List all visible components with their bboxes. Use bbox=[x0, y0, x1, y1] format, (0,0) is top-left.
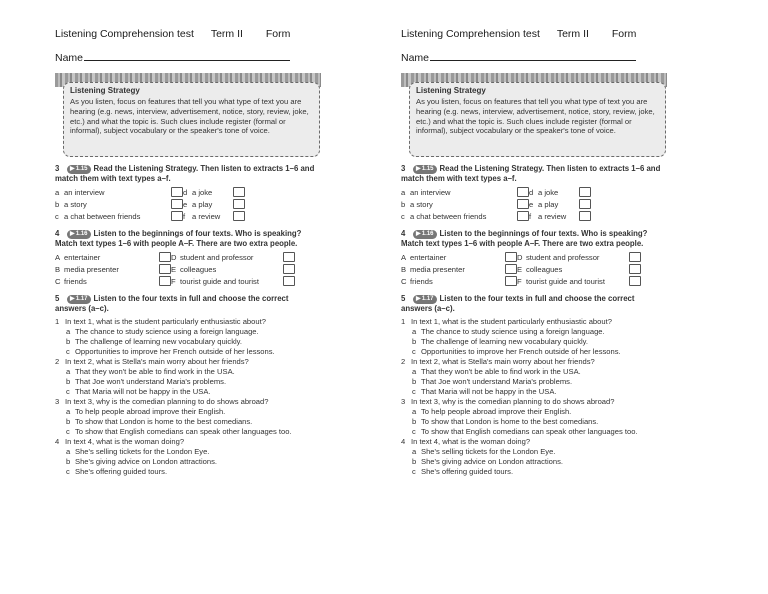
exercise-4 bbox=[55, 229, 321, 287]
exercise-4 bbox=[401, 229, 667, 287]
answer-box[interactable] bbox=[505, 276, 517, 286]
exercise-5-instruction: 5 ▶ 1.17 Listen to the four texts in full and choose the correct answers (a–c). bbox=[401, 293, 635, 313]
answer-box[interactable] bbox=[579, 199, 591, 209]
audio-track-badge: ▶ 1.17 bbox=[413, 295, 437, 304]
audio-track-badge: ▶ 1.15 bbox=[67, 165, 91, 174]
term-label: Term II bbox=[210, 28, 243, 40]
form-label: Form bbox=[265, 28, 291, 40]
name-row bbox=[401, 51, 636, 64]
answer-box[interactable] bbox=[283, 264, 295, 274]
answer-option[interactable]: c She's offering guided tours. bbox=[412, 467, 514, 477]
question: 2 In text 2, what is Stella's main worry about her friends? bbox=[401, 356, 595, 366]
answer-option[interactable]: c That Maria will not be happy in the USA. bbox=[412, 387, 557, 397]
match-item: F tourist guide and tourist bbox=[517, 276, 641, 287]
answer-box[interactable] bbox=[517, 211, 529, 221]
exercise-4-instruction: 4 ▶ 1.16 Listen to the beginnings of four texts. Who is speaking? Match text types 1–6 with people A–F. There are two extra people. bbox=[401, 228, 648, 248]
answer-box[interactable] bbox=[233, 211, 245, 221]
answer-box[interactable] bbox=[283, 252, 295, 262]
answer-option[interactable]: b To show that London is home to the best comedians. bbox=[412, 417, 599, 427]
answer-option[interactable]: a She's selling tickets for the London Eye. bbox=[412, 447, 556, 457]
answer-box[interactable] bbox=[171, 187, 183, 197]
strategy-title: Listening Strategy bbox=[416, 86, 486, 95]
exercise-5 bbox=[55, 294, 321, 477]
exercise-5-questions bbox=[55, 317, 321, 477]
name-label: Name bbox=[401, 52, 430, 64]
answer-option[interactable]: b The challenge of learning new vocabulary quickly. bbox=[412, 336, 589, 346]
exercise-3-grid bbox=[401, 187, 667, 222]
answer-option[interactable]: c To show that English comedians can speak other languages too. bbox=[412, 427, 638, 437]
audio-track-badge: ▶ 1.16 bbox=[413, 230, 437, 239]
match-item: f a review bbox=[183, 211, 245, 222]
answer-option[interactable]: c Opportunities to improve her French outside of her lessons. bbox=[412, 346, 621, 356]
strategy-panel bbox=[401, 73, 667, 157]
question: 3 In text 3, why is the comedian planning to do shows abroad? bbox=[401, 397, 615, 407]
answer-option[interactable]: a To help people abroad improve their English. bbox=[66, 407, 226, 417]
exercise-3 bbox=[55, 164, 321, 222]
answer-box[interactable] bbox=[159, 252, 171, 262]
strategy-box bbox=[409, 82, 666, 157]
answer-box[interactable] bbox=[159, 264, 171, 274]
question: 3 In text 3, why is the comedian planning to do shows abroad? bbox=[55, 397, 269, 407]
answer-option[interactable]: b She's giving advice on London attractions. bbox=[412, 457, 564, 467]
scanned-exercise bbox=[401, 73, 667, 477]
question: 1 In text 1, what is the student particularly enthusiastic about? bbox=[55, 316, 266, 326]
scanned-exercise bbox=[55, 73, 321, 477]
question: 1 In text 1, what is the student particularly enthusiastic about? bbox=[401, 316, 612, 326]
answer-box[interactable] bbox=[171, 211, 183, 221]
answer-option[interactable]: c Opportunities to improve her French outside of her lessons. bbox=[66, 346, 275, 356]
strategy-panel bbox=[55, 73, 321, 157]
audio-track-badge: ▶ 1.15 bbox=[413, 165, 437, 174]
answer-option[interactable]: c That Maria will not be happy in the USA. bbox=[66, 387, 211, 397]
exercise-4-instruction: 4 ▶ 1.16 Listen to the beginnings of four texts. Who is speaking? Match text types 1–6 with people A–F. There are two extra people. bbox=[55, 228, 302, 248]
test-header bbox=[401, 28, 636, 40]
strategy-title: Listening Strategy bbox=[70, 86, 140, 95]
audio-track-badge: ▶ 1.16 bbox=[67, 230, 91, 239]
answer-box[interactable] bbox=[505, 264, 517, 274]
match-item: C friends bbox=[55, 276, 171, 287]
exercise-3-grid bbox=[55, 187, 321, 222]
answer-box[interactable] bbox=[629, 264, 641, 274]
match-item: F tourist guide and tourist bbox=[171, 276, 295, 287]
answer-box[interactable] bbox=[505, 252, 517, 262]
term-label: Term II bbox=[556, 28, 589, 40]
match-item: b a story bbox=[55, 199, 183, 210]
audio-track-badge: ▶ 1.17 bbox=[67, 295, 91, 304]
answer-box[interactable] bbox=[579, 211, 591, 221]
answer-box[interactable] bbox=[171, 199, 183, 209]
answer-option[interactable]: a The chance to study science using a foreign language. bbox=[66, 326, 259, 336]
name-line[interactable] bbox=[84, 51, 290, 61]
answer-box[interactable] bbox=[159, 276, 171, 286]
worksheet-right bbox=[401, 0, 701, 594]
match-item: A entertainer bbox=[401, 252, 517, 263]
question: 2 In text 2, what is Stella's main worry about her friends? bbox=[55, 356, 249, 366]
test-header bbox=[55, 28, 290, 40]
answer-option[interactable]: b That Joe won't understand Maria's problems. bbox=[66, 377, 227, 386]
exercise-5 bbox=[401, 294, 667, 477]
answer-option[interactable]: a To help people abroad improve their English. bbox=[412, 407, 572, 417]
answer-option[interactable]: c To show that English comedians can speak other languages too. bbox=[66, 427, 292, 437]
answer-box[interactable] bbox=[283, 276, 295, 286]
name-row bbox=[55, 51, 290, 64]
exercise-4-grid bbox=[401, 252, 667, 287]
exercise-3-instruction: 3 ▶ 1.15 Read the Listening Strategy. Then listen to extracts 1–6 and match them with text types a–f. bbox=[55, 164, 315, 183]
answer-option[interactable]: a That they won't be able to find work in the USA. bbox=[412, 366, 581, 376]
answer-box[interactable] bbox=[233, 199, 245, 209]
match-item: E colleagues bbox=[171, 264, 295, 275]
match-item: B media presenter bbox=[401, 264, 517, 275]
exercise-4-grid bbox=[55, 252, 321, 287]
answer-box[interactable] bbox=[517, 199, 529, 209]
match-item: b a story bbox=[401, 199, 529, 210]
answer-option[interactable]: b She's giving advice on London attractions. bbox=[66, 457, 218, 467]
answer-option[interactable]: c She's offering guided tours. bbox=[66, 467, 168, 477]
strategy-box bbox=[63, 82, 320, 157]
answer-box[interactable] bbox=[517, 187, 529, 197]
exercise-5-instruction: 5 ▶ 1.17 Listen to the four texts in full and choose the correct answers (a–c). bbox=[55, 293, 289, 313]
form-label: Form bbox=[611, 28, 637, 40]
answer-option[interactable]: a The chance to study science using a foreign language. bbox=[412, 326, 605, 336]
answer-option[interactable]: a She's selling tickets for the London Eye. bbox=[66, 447, 210, 457]
match-item: d a joke bbox=[183, 187, 245, 198]
match-item: a an interview bbox=[401, 187, 529, 198]
answer-option[interactable]: b That Joe won't understand Maria's problems. bbox=[412, 377, 573, 386]
question: 4 In text 4, what is the woman doing? bbox=[55, 437, 185, 447]
answer-option[interactable]: a That they won't be able to find work in the USA. bbox=[66, 366, 235, 376]
match-item: d a joke bbox=[529, 187, 591, 198]
match-item: E colleagues bbox=[517, 264, 641, 275]
name-line[interactable] bbox=[430, 51, 636, 61]
strategy-body: As you listen, focus on features that tell you what type of text you are hearing (e.g. news, interview, advertisement, notice, story, review, joke, etc.) and what the topic is. Such clues include register (formal or informal), subject vocabulary or the speaker's tone of voice. bbox=[416, 97, 655, 136]
question: 4 In text 4, what is the woman doing? bbox=[401, 437, 531, 447]
answer-box[interactable] bbox=[579, 187, 591, 197]
exercise-3 bbox=[401, 164, 667, 222]
test-title: Listening Comprehension test bbox=[401, 28, 540, 40]
match-item: A entertainer bbox=[55, 252, 171, 263]
test-title: Listening Comprehension test bbox=[55, 28, 194, 40]
match-item: D student and professor bbox=[517, 252, 641, 263]
name-label: Name bbox=[55, 52, 84, 64]
answer-box[interactable] bbox=[629, 276, 641, 286]
answer-box[interactable] bbox=[629, 252, 641, 262]
match-item: f a review bbox=[529, 211, 591, 222]
answer-box[interactable] bbox=[233, 187, 245, 197]
exercise-5-questions bbox=[401, 317, 667, 477]
match-item: C friends bbox=[401, 276, 517, 287]
match-item: c a chat between friends bbox=[55, 211, 183, 222]
answer-option[interactable]: b The challenge of learning new vocabulary quickly. bbox=[66, 336, 243, 346]
match-item: B media presenter bbox=[55, 264, 171, 275]
match-item: e a play bbox=[529, 199, 591, 210]
match-item: a an interview bbox=[55, 187, 183, 198]
match-item: c a chat between friends bbox=[401, 211, 529, 222]
exercise-3-instruction: 3 ▶ 1.15 Read the Listening Strategy. Then listen to extracts 1–6 and match them with text types a–f. bbox=[401, 164, 661, 183]
match-item: D student and professor bbox=[171, 252, 295, 263]
answer-option[interactable]: b To show that London is home to the best comedians. bbox=[66, 417, 253, 427]
match-item: e a play bbox=[183, 199, 245, 210]
strategy-body: As you listen, focus on features that tell you what type of text you are hearing (e.g. news, interview, advertisement, notice, story, review, joke, etc.) and what the topic is. Such clues include register (formal or informal), subject vocabulary or the speaker's tone of voice. bbox=[70, 97, 309, 136]
worksheet-left bbox=[55, 0, 355, 594]
